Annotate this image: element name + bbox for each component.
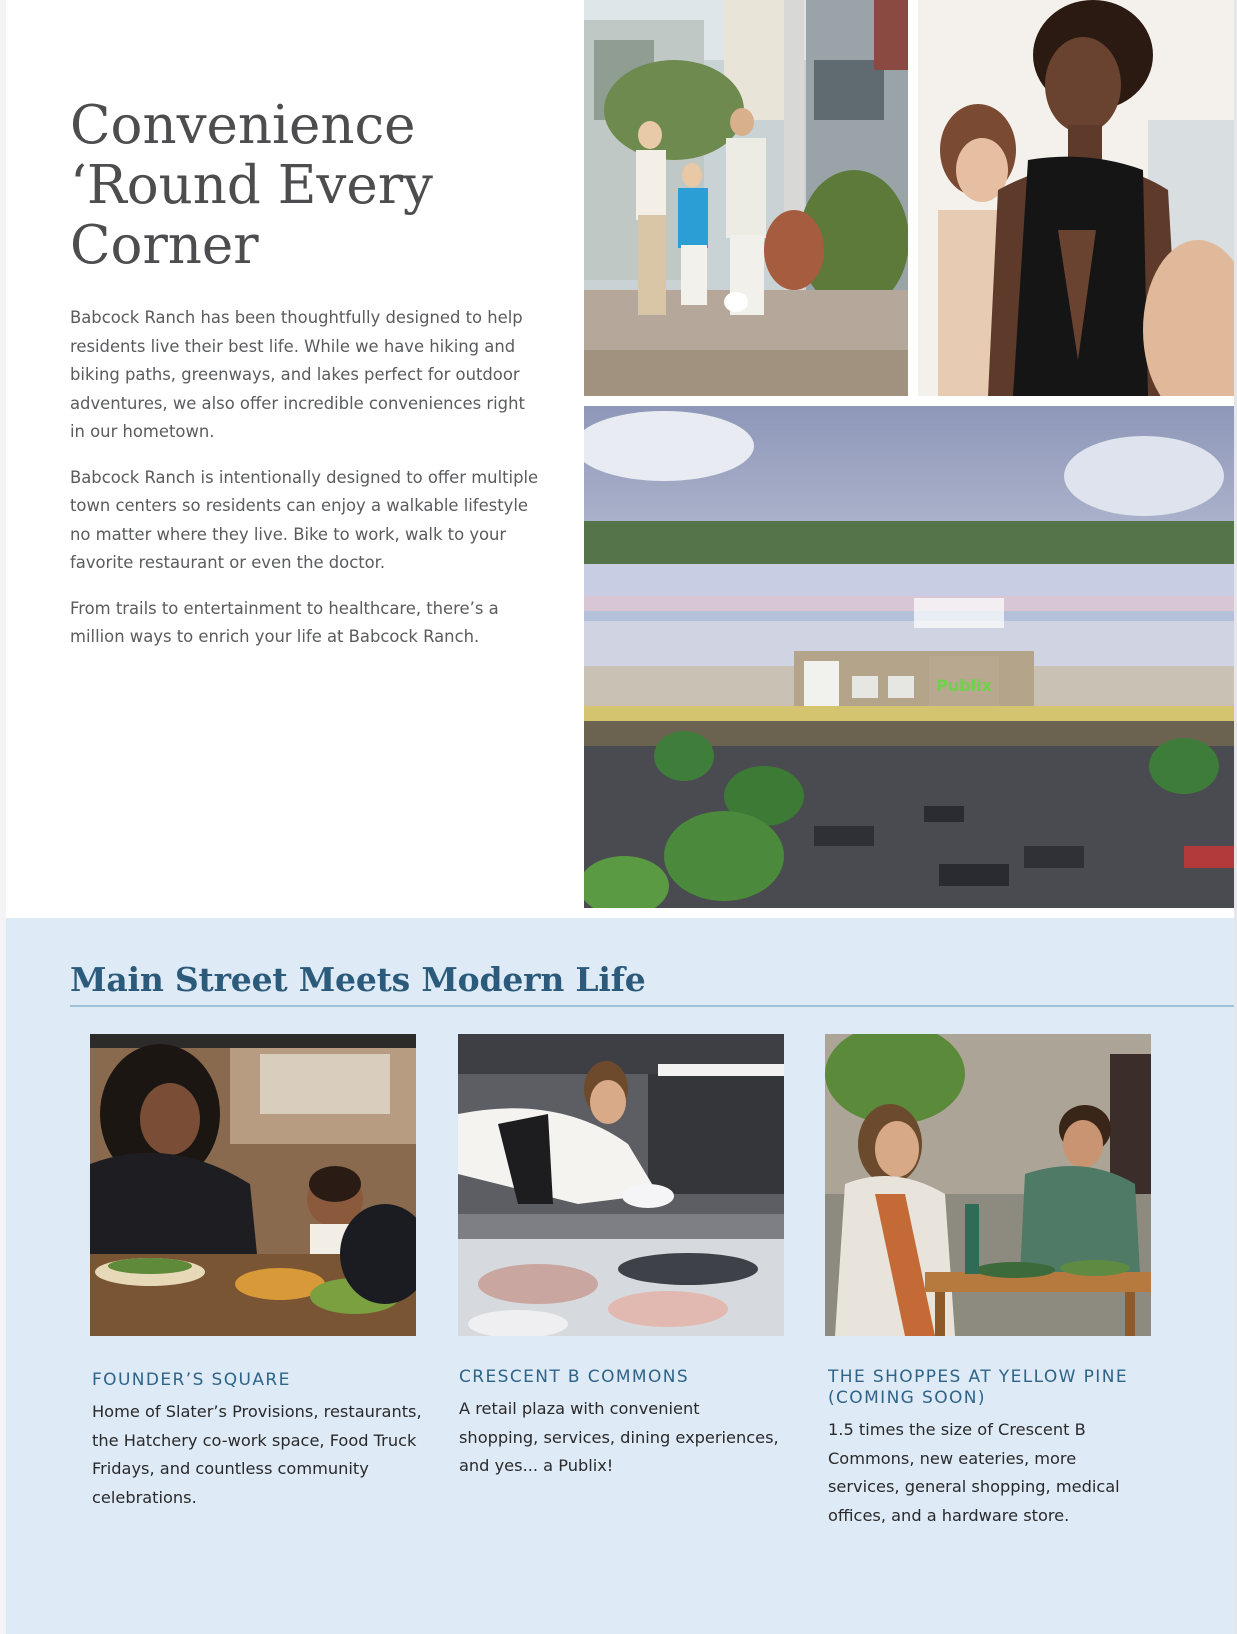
card-title: FOUNDER’S SQUARE: [92, 1370, 291, 1390]
dining-family-photo: [90, 1034, 416, 1336]
brochure-page: [6, 0, 1234, 1634]
section-divider: [70, 1005, 1234, 1007]
publix-sign: Publix: [936, 676, 992, 695]
headline-line: ‘Round Every: [70, 155, 433, 216]
card-text: 1.5 times the size of Crescent B Commons, new eateries, more services, general shopping, medical offices, and a hardware store.: [828, 1420, 1120, 1525]
publix-aerial-photo: [584, 406, 1234, 908]
intro-paragraph: From trails to entertainment to healthcare, there’s a million ways to enrich your life at Babcock Ranch.: [70, 598, 499, 646]
headline-line: Convenience: [70, 95, 416, 156]
headline-line: Corner: [70, 215, 259, 276]
card-founders-square: [90, 1034, 422, 1507]
outdoor-dining-photo: [825, 1034, 1151, 1336]
section-title: Main Street Meets Modern Life: [70, 960, 646, 999]
family-walking-photo: [584, 0, 908, 396]
intro-text: [70, 304, 540, 669]
card-text: Home of Slater’s Provisions, restaurants, the Hatchery co-work space, Food Truck Fridays, and countless community celebrations.: [92, 1402, 422, 1507]
card-shoppes-yellow-pine: [825, 1034, 1151, 1525]
main-street-section: [6, 918, 1234, 1634]
page-headline: [70, 96, 550, 276]
card-crescent-b-commons: [458, 1034, 784, 1475]
card-text: A retail plaza with convenient shopping, services, dining experiences, and yes... a Publix!: [459, 1399, 779, 1475]
yoga-class-photo: [918, 0, 1234, 396]
seafood-counter-photo: [458, 1034, 784, 1336]
intro-paragraph: Babcock Ranch has been thoughtfully designed to help residents live their best life. While we have hiking and biking paths, greenways, and lakes perfect for outdoor adventures, we also offer incredible conveniences right in our hometown.: [70, 308, 525, 441]
card-title: CRESCENT B COMMONS: [459, 1367, 690, 1387]
card-title: THE SHOPPES AT YELLOW PINE (COMING SOON): [828, 1367, 1128, 1408]
intro-paragraph: Babcock Ranch is intentionally designed to offer multiple town centers so residents can enjoy a walkable lifestyle no matter where they live. Bike to work, walk to your favorite restaurant or even the doctor.: [70, 467, 539, 572]
